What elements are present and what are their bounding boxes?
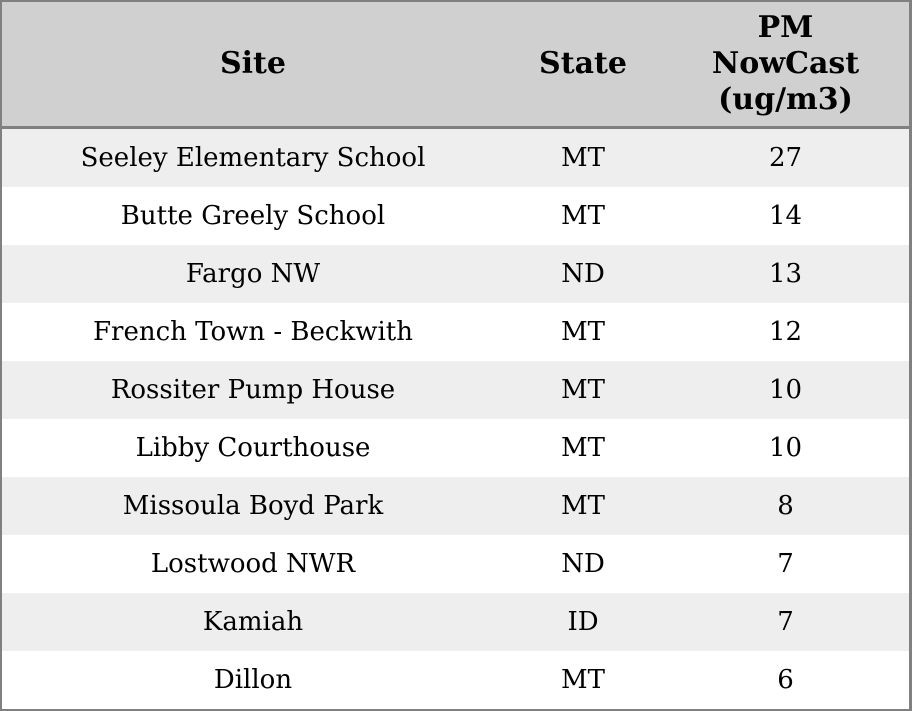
cell-site: Seeley Elementary School	[80, 143, 426, 173]
column-header-site	[2, 2, 504, 128]
table-header-row	[2, 2, 909, 128]
cell-site: French Town - Beckwith	[92, 317, 414, 347]
cell-state: MT	[561, 491, 605, 521]
table-row	[2, 187, 909, 245]
cell-pm: 14	[768, 201, 803, 231]
cell-state: ND	[561, 549, 605, 579]
table-header	[2, 2, 909, 128]
cell-state: MT	[561, 433, 605, 463]
cell-state: MT	[561, 143, 605, 173]
table-row	[2, 593, 909, 651]
cell-pm: 27	[768, 143, 803, 173]
cell-state: MT	[561, 317, 605, 347]
cell-site: Kamiah	[202, 607, 304, 637]
cell-state: MT	[561, 665, 605, 695]
table-row	[2, 303, 909, 361]
cell-site: Missoula Boyd Park	[122, 491, 384, 521]
cell-state: ID	[567, 607, 599, 637]
cell-site: Fargo NW	[185, 259, 321, 289]
table-row	[2, 419, 909, 477]
cell-state: ND	[561, 259, 605, 289]
cell-pm: 10	[768, 433, 803, 463]
cell-pm: 12	[768, 317, 803, 347]
column-header-site-label: Site	[219, 46, 286, 81]
cell-pm: 6	[777, 665, 794, 695]
cell-site: Lostwood NWR	[150, 549, 356, 579]
cell-pm: 7	[777, 607, 794, 637]
table-row	[2, 245, 909, 303]
table-body	[2, 128, 909, 710]
pm-nowcast-table	[2, 2, 909, 709]
cell-site: Dillon	[213, 665, 293, 695]
column-header-pm-nowcast-label: PM NowCast (ug/m3)	[711, 10, 860, 117]
cell-state: MT	[561, 201, 605, 231]
cell-pm: 10	[768, 375, 803, 405]
cell-pm: 8	[777, 491, 794, 521]
column-header-state	[504, 2, 662, 128]
table-row	[2, 128, 909, 188]
table-row	[2, 361, 909, 419]
table-row	[2, 535, 909, 593]
column-header-pm-nowcast	[662, 2, 909, 128]
cell-state: MT	[561, 375, 605, 405]
table-row	[2, 651, 909, 709]
cell-pm: 7	[777, 549, 794, 579]
cell-site: Libby Courthouse	[135, 433, 371, 463]
cell-site: Butte Greely School	[120, 201, 386, 231]
cell-pm: 13	[768, 259, 803, 289]
column-header-state-label: State	[539, 46, 627, 81]
table-row	[2, 477, 909, 535]
cell-site: Rossiter Pump House	[110, 375, 396, 405]
